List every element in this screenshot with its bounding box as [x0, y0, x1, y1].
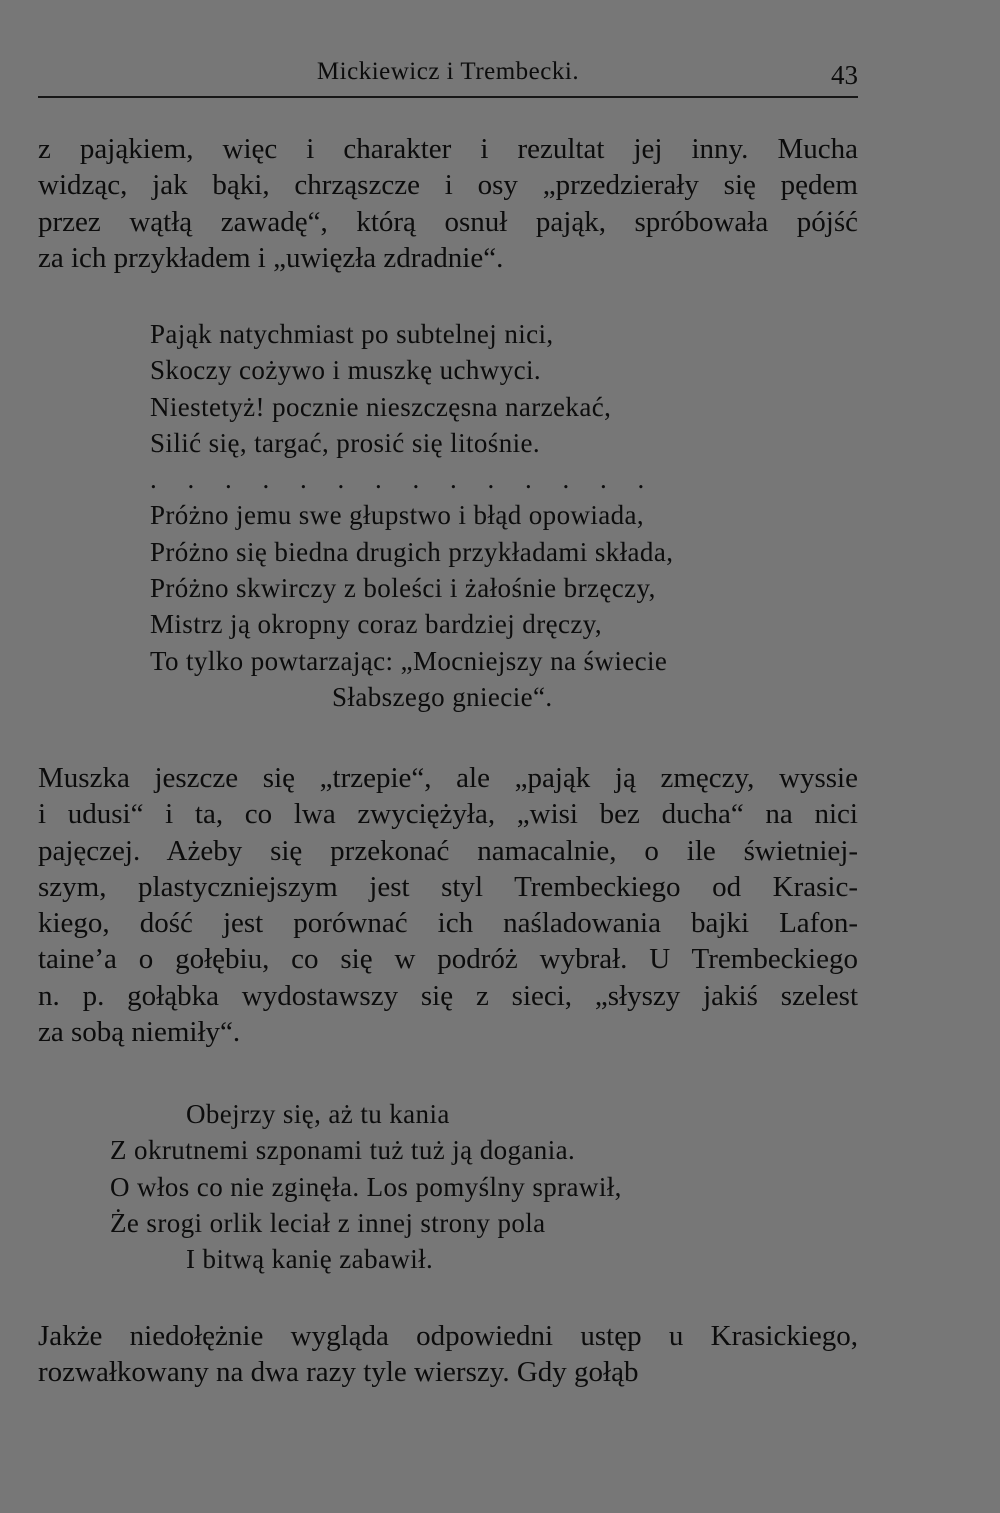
text-line: za ich przykładem i „uwięzła zdradnie“.	[38, 241, 504, 274]
verse-line: Mistrz ją okropny coraz bardziej dręczy,	[150, 609, 603, 640]
verse-line: Skoczy cożywo i muszkę uchwyci.	[150, 355, 542, 386]
text-line: za sobą niemiły“.	[38, 1016, 241, 1049]
text-line: przez wątłą zawadę“, którą osnuł pająk, spróbowała pójść	[38, 205, 858, 238]
text-line: taine’a o gołębiu, co się w podróż wybrał. U Trembeckiego	[38, 943, 858, 976]
verse-line: Niestetyż! pocznie nieszczęsna narzekać,	[150, 391, 612, 422]
verse-line: Próżno skwirczy z boleści i żałośnie brzęczy,	[150, 573, 656, 604]
text-line: i udusi“ i ta, co lwa zwyciężyła, „wisi bez ducha“ na nici	[38, 798, 858, 831]
verse-line: Słabszego gniecie“.	[332, 681, 553, 712]
verse-line: I bitwą kanię zabawił.	[186, 1244, 434, 1275]
verse-1	[150, 316, 673, 715]
text-line: Jakże niedołężnie wygląda odpowiedni ustęp u Krasickiego,	[38, 1320, 858, 1352]
verse-line: Silić się, targać, prosić się litośnie.	[150, 427, 541, 458]
verse-line: Próżno się biedna drugich przykładami składa,	[150, 536, 674, 567]
paragraph-2	[38, 760, 858, 1050]
verse-line: Z okrutnemi szponami tuż tuż ją dogania.	[110, 1135, 576, 1166]
text-line: rozwałkowany na dwa razy tyle wierszy. Gdy gołąb	[38, 1356, 639, 1389]
text-line: widząc, jak bąki, chrząszcze i osy „przedzierały się pędem	[38, 169, 858, 202]
running-title: Mickiewicz i Trembecki.	[316, 58, 580, 85]
verse-line: To tylko powtarzając: „Mocniejszy na świecie	[150, 645, 668, 676]
text-line: Muszka jeszcze się „trzepie“, ale „pająk ją zmęczy, wyssie	[38, 762, 858, 794]
ellipsis-line: . . . . . . . . . . . . . .	[150, 464, 657, 495]
verse-line: Pająk natychmiast po subtelnej nici,	[150, 319, 554, 349]
text-line: pajęczej. Ażeby się przekonać namacalnie, o ile świetniej-	[38, 834, 858, 867]
text-line: n. p. gołąbka wydostawszy się z sieci, „słyszy jakiś szelest	[38, 979, 858, 1012]
header-rule	[38, 96, 858, 98]
text-line: z pająkiem, więc i charakter i rezultat jej inny. Mucha	[38, 133, 858, 165]
verse-2	[110, 1096, 622, 1277]
text-line: kiego, dość jest porównać ich naśladowania bajki Lafon-	[38, 907, 858, 940]
verse-line: Próżno jemu swe głupstwo i błąd opowiada,	[150, 500, 645, 531]
verse-line: Że srogi orlik leciał z innej strony pola	[110, 1207, 546, 1238]
text-line: szym, plastyczniejszym jest styl Trembeckiego od Krasic-	[38, 870, 858, 903]
paragraph-1	[38, 131, 858, 276]
page-header	[38, 58, 858, 98]
verse-line: Obejrzy się, aż tu kania	[186, 1099, 450, 1129]
verse-line: O włos co nie zginęła. Los pomyślny sprawił,	[110, 1171, 622, 1202]
page-number: 43	[831, 60, 858, 90]
paragraph-3	[38, 1318, 858, 1391]
